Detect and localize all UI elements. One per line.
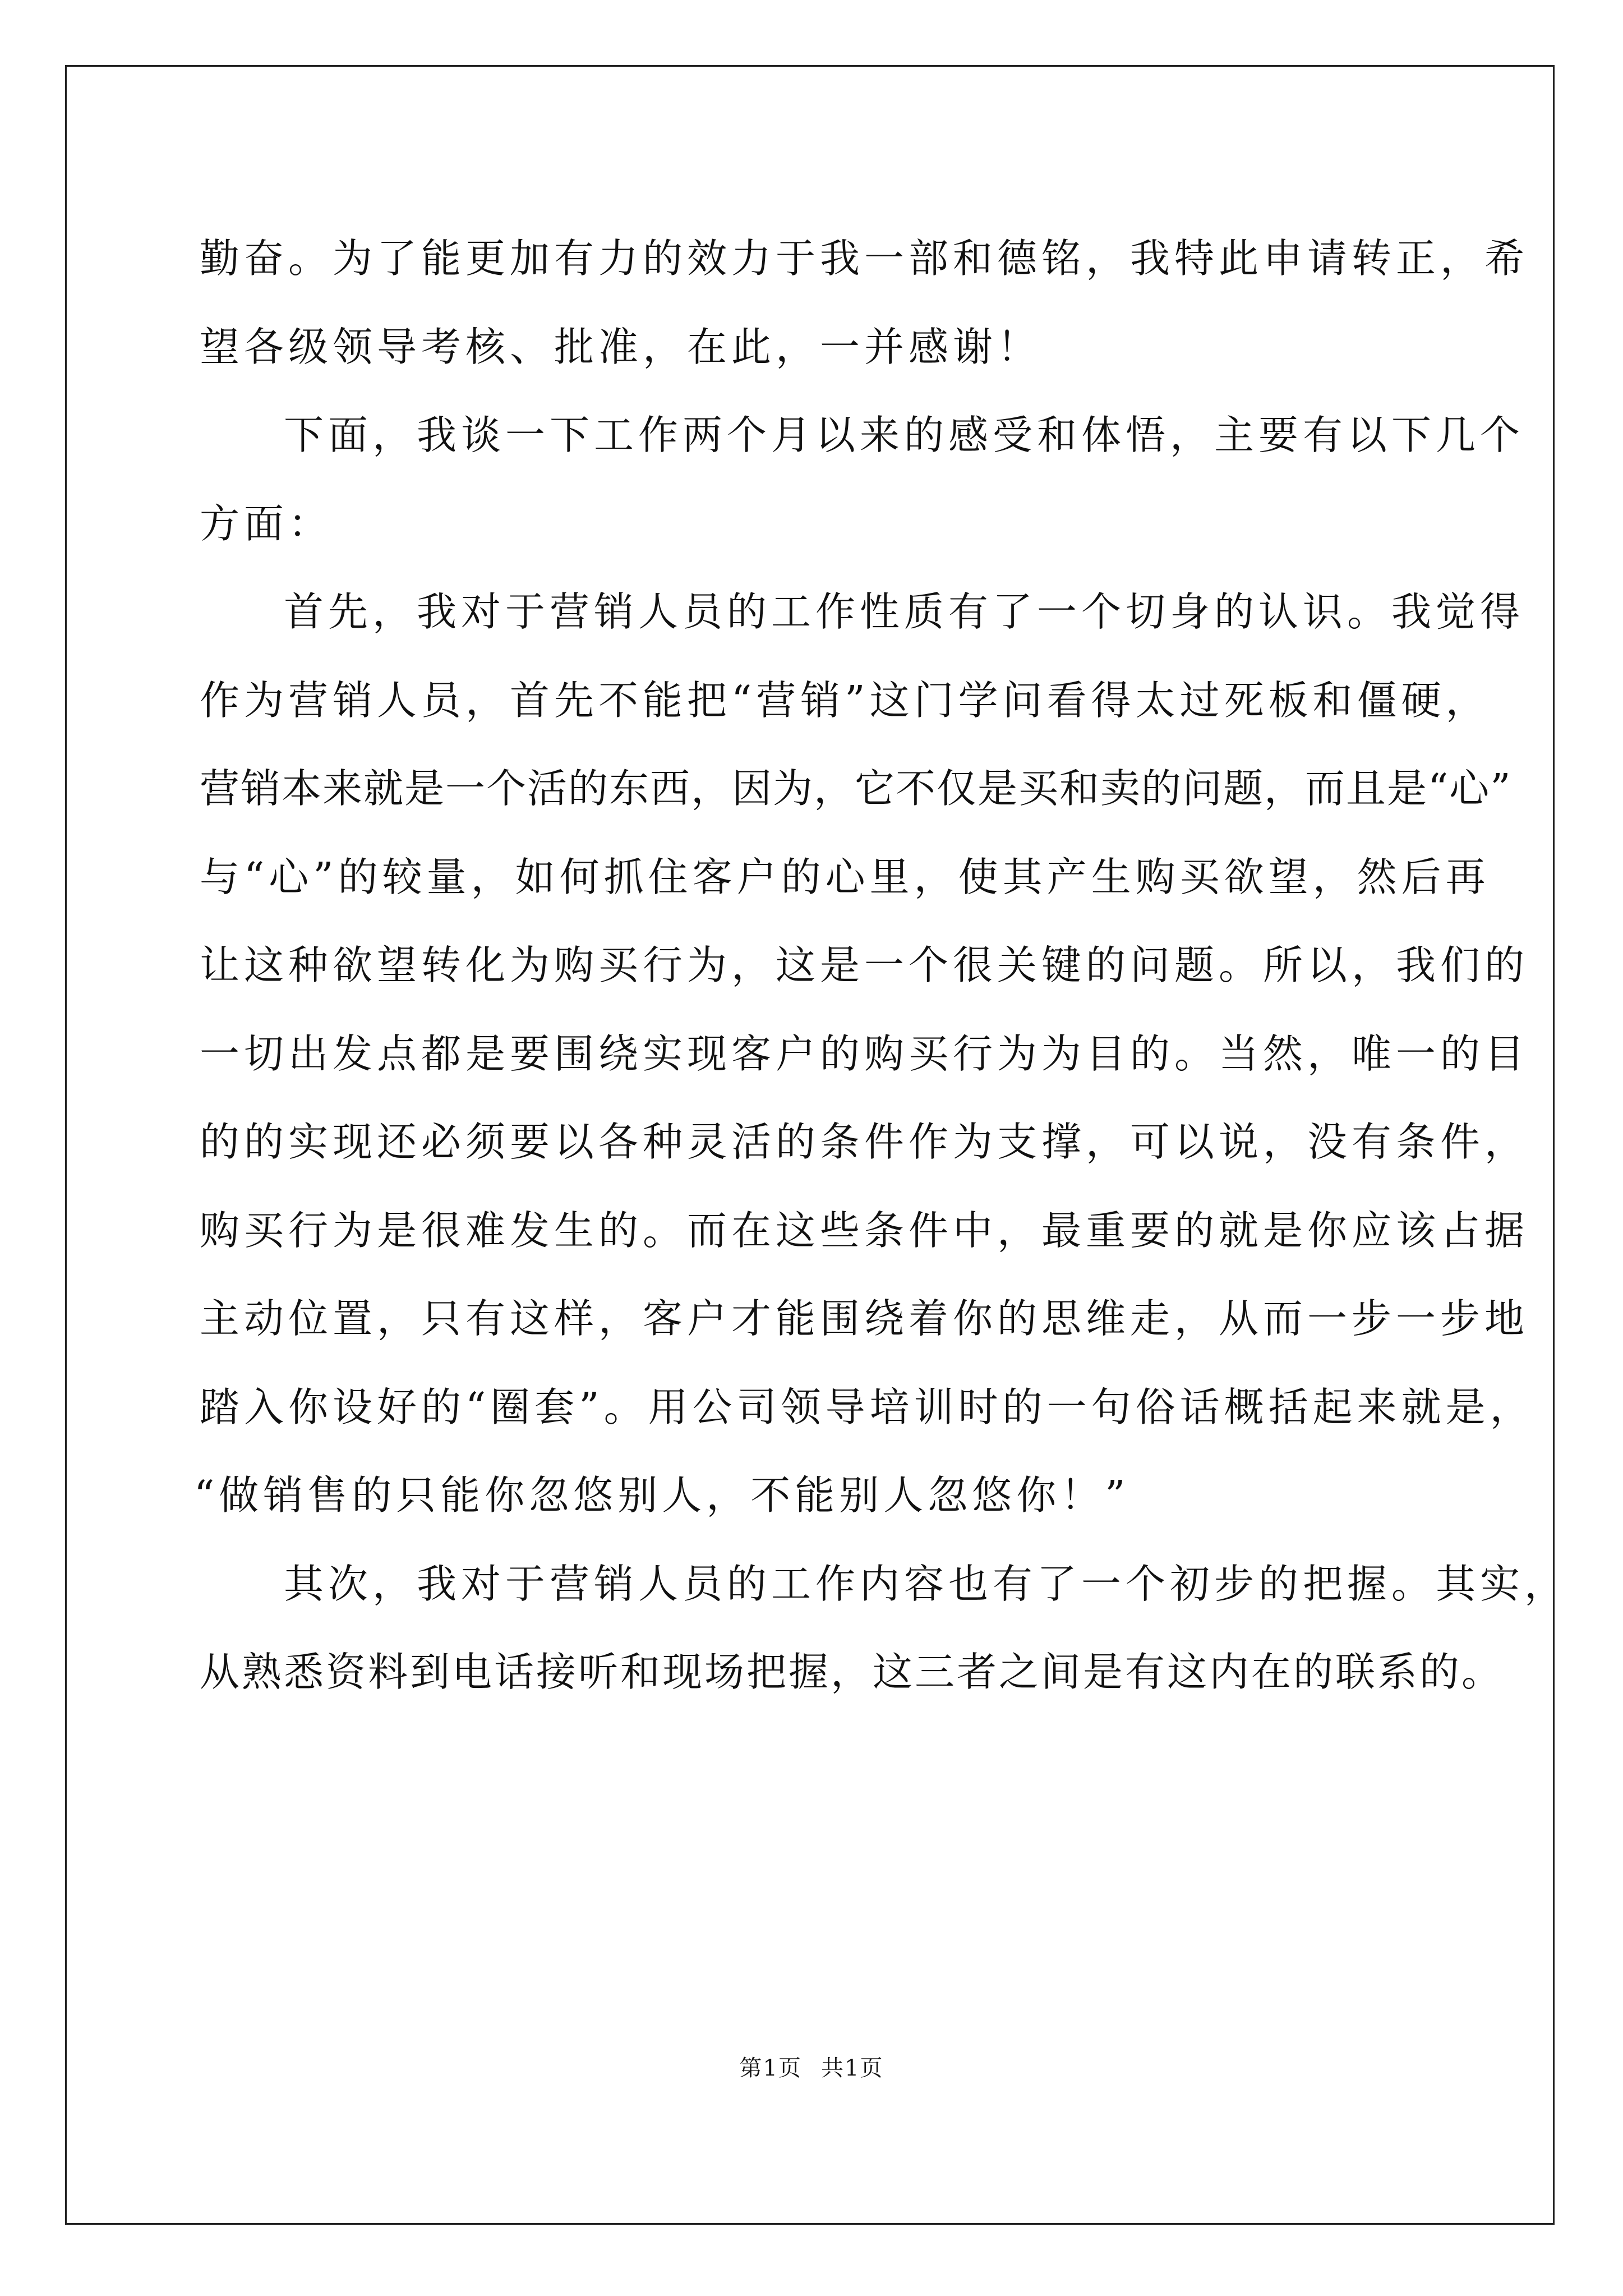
page-number: 第1页 <box>739 2055 802 2081</box>
text-line: 主动位置，只有这样，客户才能围绕着你的思维走，从而一步一步地 <box>200 1295 1529 1342</box>
text-line: 望各级领导考核、批准，在此，一并感谢！ <box>200 323 1042 370</box>
text-line: 让这种欲望转化为购买行为，这是一个很关键的问题。所以，我们的 <box>200 942 1529 988</box>
paragraph-start-line: 下面，我谈一下工作两个月以来的感受和体悟，主要有以下几个 <box>284 412 1525 458</box>
page-footer <box>0 2050 1623 2082</box>
paragraph-start-line: 其次，我对于营销人员的工作内容也有了一个初步的把握。其实， <box>284 1560 1569 1607</box>
paragraph-start-line: 首先，我对于营销人员的工作性质有了一个切身的认识。我觉得 <box>284 588 1525 635</box>
text-line: 作为营销人员，首先不能把“营销”这门学问看得太过死板和僵硬， <box>200 677 1490 724</box>
text-line: 一切出发点都是要围绕实现客户的购买行为为目的。当然，唯一的目 <box>200 1030 1529 1077</box>
text-line: 营销本来就是一个活的东西，因为，它不仅是买和卖的问题，而且是“心” <box>200 765 1512 812</box>
page-total: 共1页 <box>821 2055 884 2081</box>
text-line: 从熟悉资料到电话接听和现场把握，这三者之间是有这内在的联系的。 <box>200 1649 1504 1695</box>
text-line: 与“心”的较量，如何抓住客户的心里，使其产生购买欲望，然后再 <box>200 853 1490 900</box>
text-line: 方面： <box>200 500 333 547</box>
text-line: 的的实现还必须要以各种灵活的条件作为支撑，可以说，没有条件， <box>200 1119 1529 1165</box>
text-line: 购买行为是很难发生的。而在这些条件中，最重要的就是你应该占据 <box>200 1207 1529 1254</box>
document-body <box>194 214 1569 1717</box>
text-line: “做销售的只能你忽悠别人，不能别人忽悠你！” <box>194 1472 1130 1519</box>
text-line: 勤奋。为了能更加有力的效力于我一部和德铭，我特此申请转正，希 <box>200 235 1529 282</box>
text-line: 踏入你设好的“圈套”。用公司领导培训时的一句俗话概括起来就是， <box>200 1383 1534 1430</box>
